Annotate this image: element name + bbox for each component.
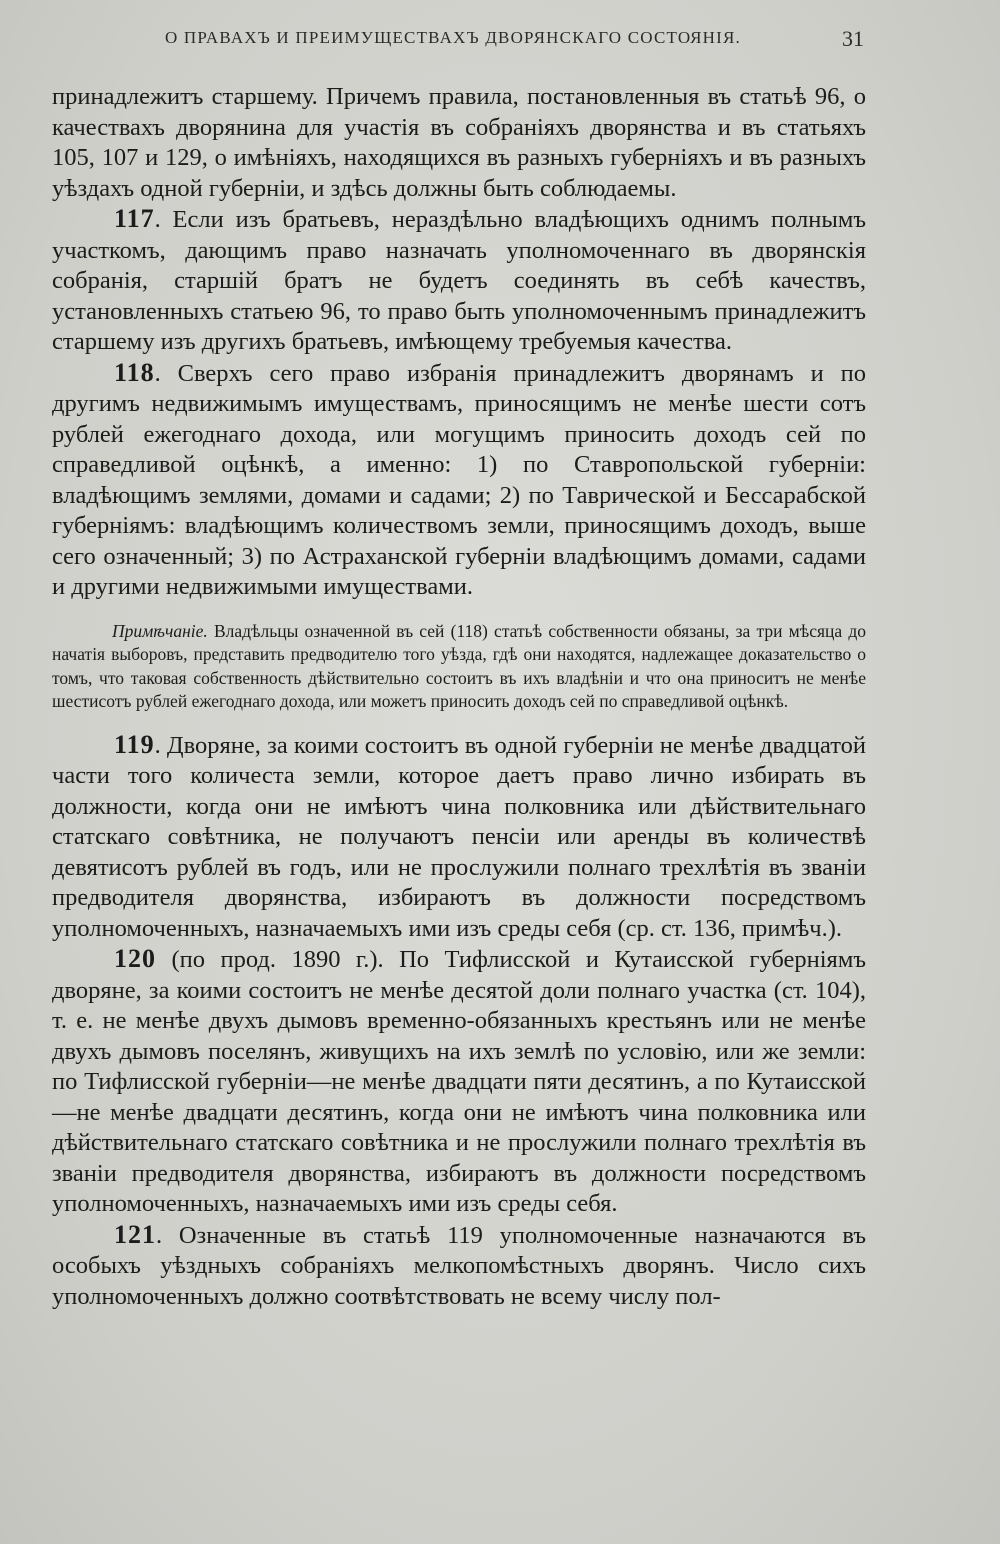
article-text: . Сверхъ сего право избранія принадлежитъ дворянамъ и по другимъ недвижимымъ имуществамъ, приносящимъ не менѣе шести сотъ рублей ежегоднаго дохода, или могущимъ приносить доходъ сей по справедливой оцѣнкѣ, а именно: 1) по Ставропольской губерніи: владѣющимъ землями, домами и садами; 2) по Таврической и Бессарабской губерніямъ: владѣющимъ количествомъ земли, приносящимъ доходъ, выше сего означенный; 3) по Астраханской губерніи владѣющимъ домами, садами и другими недвижимыми имуществами.: [52, 359, 866, 600]
article-120: [52, 944, 866, 1220]
article-121: [52, 1220, 866, 1313]
note-label: Примѣчаніе.: [112, 620, 208, 641]
article-number: 117: [114, 204, 155, 233]
paragraph-text: принадлежитъ старшему. Причемъ правила, постановленныя въ статьѣ 96, о качествахъ дворянина для участія въ собраніяхъ дворянства и въ статьяхъ 105, 107 и 129, о имѣніяхъ, находящихся въ разныхъ губерніяхъ и въ разныхъ уѣздахъ одной губерніи, и здѣсь должны быть соблюдаемы.: [52, 83, 866, 202]
article-117: [52, 204, 866, 358]
article-number: 121: [114, 1219, 156, 1249]
article-text: . Дворяне, за коими состоитъ въ одной губерніи не менѣе двадцатой части того количеста земли, которое даетъ право лично избирать въ должности, когда они не имѣютъ чина полковника или дѣйствительнаго статскаго совѣтника, не получаютъ пенсіи или аренды въ количествѣ девятисотъ рублей въ годъ, или не прослужили полнаго трехлѣтія въ званіи предводителя дворянства, избираютъ въ должности посредствомъ уполномоченныхъ, назначаемыхъ ими изъ среды себя (ср. ст. 136, примѣч.).: [52, 731, 866, 942]
article-number: 118: [114, 357, 155, 387]
running-title: О ПРАВАХЪ И ПРЕИМУЩЕСТВАХЪ ДВОРЯНСКАГО СОСТОЯНІЯ.: [165, 28, 741, 47]
article-number: 119: [114, 729, 155, 759]
article-text: . Если изъ братьевъ, нераздѣльно владѣющихъ однимъ полнымъ участкомъ, дающимъ право назначать уполномоченнаго въ дворянскія собранія, старшій братъ не будетъ соединять въ себѣ качествъ, установленныхъ статьею 96, то право быть уполномоченнымъ принадлежитъ старшему изъ другихъ братьевъ, имѣющему требуемыя качества.: [52, 206, 866, 355]
body-text: [52, 82, 866, 1312]
article-number: 120: [114, 944, 156, 973]
note-text: Владѣльцы означенной въ сей (118) статьѣ собственности обязаны, за три мѣсяца до начатія выборовъ, представить предводителю того уѣзда, гдѣ они находятся, надлежащее доказательство о томъ, что таковая собственность дѣйствительно состоитъ въ ихъ владѣніи и что она приноситъ не менѣе шестисотъ рублей ежегоднаго дохода, или можетъ приносить доходъ сей по справедливой оцѣнкѣ.: [52, 620, 866, 711]
article-text: . Означенные въ статьѣ 119 уполномоченные назначаются въ особыхъ уѣздныхъ собраніяхъ мелкопомѣстныхъ дворянъ. Число сихъ уполномоченныхъ должно соотвѣтствовать не всему числу пол-: [52, 1221, 866, 1310]
note-118: [0, 620, 866, 714]
paragraph-continuation: [52, 82, 866, 204]
page-number: 31: [842, 26, 864, 51]
article-text: (по прод. 1890 г.). По Тифлисской и Кутаисской губерніямъ дворяне, за коими состоитъ не менѣе десятой доли полнаго участка (ст. 104), т. е. не менѣе двухъ дымовъ временно-обязанныхъ крестьянъ или не менѣе двухъ дымовъ поселянъ, живущихъ на ихъ землѣ по условію, или же земли: по Тифлисской губерніи—не менѣе двадцати пяти десятинъ, а по Кутаисской—не менѣе двадцати десятинъ, когда они не имѣютъ чина полковника или дѣйствительнаго статскаго совѣтника и не прослужили полнаго трехлѣтія въ званіи предводителя дворянства, избираютъ въ должности посредствомъ уполномоченныхъ, назначаемыхъ ими изъ среды себя.: [52, 946, 866, 1217]
article-119: [52, 730, 866, 945]
page-header: [0, 28, 1000, 58]
article-118: [52, 358, 866, 603]
